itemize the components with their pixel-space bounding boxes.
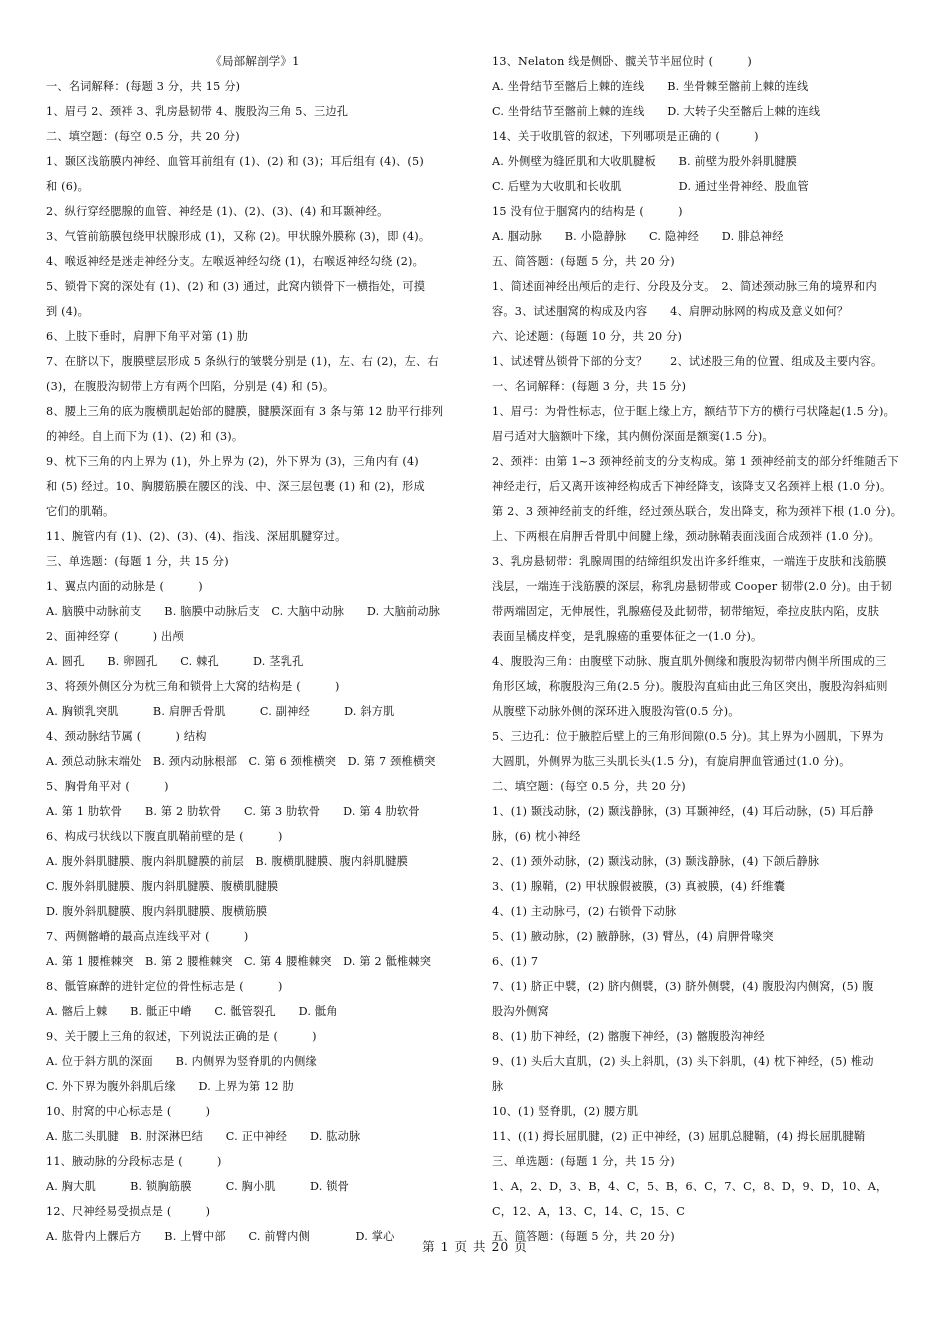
left-column-line: A. 髂后上棘 B. 骶正中嵴 C. 骶管裂孔 D. 骶角 [46,1005,338,1018]
page-footer: 第 1 页 共 20 页 [422,1239,528,1254]
left-column-line: 11、腋动脉的分段标志是 ( ) [46,1155,222,1168]
right-column-line: C. 后壁为大收肌和长收肌 D. 通过坐骨神经、股血管 [492,180,809,193]
right-column-line: 带两端固定，无伸展性，乳腺癌侵及此韧带，韧带缩短，牵拉皮肤内陷，皮肤 [492,605,880,618]
right-column-line: 2、颈袢：由第 1~3 颈神经前支的分支构成。第 1 颈神经前支的部分纤维随舌下 [492,455,899,468]
right-column-line: 第 2、3 颈神经前支的纤维，经过颈丛联合，发出降支，称为颈袢下根 (1.0 分)。 [492,505,903,518]
right-column-line: A. 坐骨结节至髂后上棘的连线 B. 坐骨棘至髂前上棘的连线 [492,80,809,93]
left-column-line: 二、填空题：(每空 0.5 分，共 20 分) [46,130,240,143]
left-column-line: 和 (5) 经过。10、胸腰筋膜在腰区的浅、中、深三层包裹 (1) 和 (2)，形成 [46,480,425,493]
right-column-line: 三、单选题：(每题 1 分，共 15 分) [492,1155,675,1168]
right-column-line: 8、(1) 肋下神经，(2) 髂腹下神经，(3) 髂腹股沟神经 [492,1030,765,1043]
left-column-line: A. 脑膜中动脉前支 B. 脑膜中动脉后支 C. 大脑中动脉 D. 大脑前动脉 [46,605,441,618]
right-column-line: 1、眉弓：为骨性标志，位于眶上缘上方，额结节下方的横行弓状隆起(1.5 分)。 [492,405,895,418]
left-column-line: 2、面神经穿 ( ) 出颅 [46,630,184,643]
right-column-line: 六、论述题：(每题 10 分，共 20 分) [492,330,683,343]
left-column-line: 1、颞区浅筋膜内神经、血管耳前组有 (1)、(2) 和 (3)；耳后组有 (4)、(5) [46,155,424,168]
right-column-line: 从腹壁下动脉外侧的深环进入腹股沟管(0.5 分)。 [492,705,740,718]
left-column-line: A. 颈总动脉末端处 B. 颈内动脉根部 C. 第 6 颈椎横突 D. 第 7 颈椎横突 [46,755,436,768]
right-column-line: 容。3、试述腘窝的构成及内容 4、肩胛动脉网的构成及意义如何？ [492,305,849,318]
left-column-line: A. 胸大肌 B. 锁胸筋膜 C. 胸小肌 D. 锁骨 [46,1180,350,1193]
left-column-line: 11、腕管内有 (1)、(2)、(3)、(4)、指浅、深屈肌腱穿过。 [46,530,347,543]
left-column-line: D. 腹外斜肌腱膜、腹内斜肌腱膜、腹横筋膜 [46,905,268,918]
left-column-line: A. 胸锁乳突肌 B. 肩胛舌骨肌 C. 副神经 D. 斜方肌 [46,705,395,718]
left-column-line: 三、单选题：(每题 1 分，共 15 分) [46,555,229,568]
left-column-line: A. 肱二头肌腱 B. 肘深淋巴结 C. 正中神经 D. 肱动脉 [46,1130,361,1143]
right-column-line: 6、(1) 7 [492,955,539,968]
left-column-line: A. 肱骨内上髁后方 B. 上臂中部 C. 前臂内侧 D. 掌心 [46,1230,395,1243]
right-column-line: 2、(1) 颈外动脉，(2) 颞浅动脉，(3) 颞浅静脉，(4) 下颌后静脉 [492,855,820,868]
right-column-line: 眉弓适对大脑额叶下缘，其内侧份深面是额窦(1.5 分)。 [492,430,774,443]
left-column-line: C. 腹外斜肌腱膜、腹内斜肌腱膜、腹横肌腱膜 [46,880,279,893]
right-column [492,49,910,1249]
right-column-line: 13、Nelaton 线是侧卧、髋关节半屈位时 ( ) [492,55,752,68]
right-column-line: 上、下两根在肩胛舌骨肌中间腱上缘，颈动脉鞘表面浅面合成颈袢 (1.0 分)。 [492,530,881,543]
left-column-line: 4、喉返神经是迷走神经分支。左喉返神经勾绕 (1)，右喉返神经勾绕 (2)。 [46,255,424,268]
right-column-line: 11、((1) 拇长屈肌腱，(2) 正中神经，(3) 屈肌总腱鞘，(4) 拇长屈肌腱鞘 [492,1130,866,1143]
left-column-line: 1、眉弓 2、颈袢 3、乳房悬韧带 4、腹股沟三角 5、三边孔 [46,105,349,118]
right-column-line: 14、关于收肌管的叙述，下列哪项是正确的 ( ) [492,130,759,143]
left-column-line: A. 位于斜方肌的深面 B. 内侧界为竖脊肌的内侧缘 [46,1055,317,1068]
left-column-line: 8、骶管麻醉的进针定位的骨性标志是 ( ) [46,980,283,993]
right-column-line: 角形区域，称腹股沟三角(2.5 分)。腹股沟直疝由此三角区突出，腹股沟斜疝则 [492,680,888,693]
right-column-line: 5、(1) 腋动脉，(2) 腋静脉，(3) 臂丛，(4) 肩胛骨喙突 [492,930,774,943]
right-column-line: 1、简述面神经出颅后的走行、分段及分支。 2、简述颈动脉三角的境界和内 [492,280,877,293]
right-column-line: 1、(1) 颞浅动脉，(2) 颞浅静脉，(3) 耳颞神经，(4) 耳后动脉，(5) 耳后静 [492,805,874,818]
right-column-line: 五、简答题：(每题 5 分，共 20 分) [492,255,675,268]
right-column-line: 15 没有位于腘窝内的结构是 ( ) [492,205,683,218]
left-column-line: C. 外下界为腹外斜肌后缘 D. 上界为第 12 肋 [46,1080,294,1093]
right-column-line: 脉 [492,1080,504,1093]
right-column-line: 一、名词解释：(每题 3 分，共 15 分) [492,380,687,393]
left-column-line: 3、将颈外侧区分为枕三角和锁骨上大窝的结构是 ( ) [46,680,340,693]
left-column-line: 它们的肌鞘。 [46,505,115,518]
left-column-line: A. 第 1 腰椎棘突 B. 第 2 腰椎棘突 C. 第 4 腰椎棘突 D. 第 2 骶椎棘突 [46,955,432,968]
right-column-line: 二、填空题：(每空 0.5 分，共 20 分) [492,780,686,793]
right-column-line: 9、(1) 头后大直肌，(2) 头上斜肌，(3) 头下斜肌，(4) 枕下神经，(5) 椎动 [492,1055,874,1068]
left-column-line: 和 (6)。 [46,180,89,193]
left-column-line: 到 (4)。 [46,305,89,318]
left-column-line: 一、名词解释：(每题 3 分，共 15 分) [46,80,241,93]
right-column-line: 7、(1) 脐正中襞，(2) 脐内侧襞，(3) 脐外侧襞，(4) 腹股沟内侧窝，(5) 腹 [492,980,874,993]
left-column-line: 5、锁骨下窝的深处有 (1)、(2) 和 (3) 通过，此窝内锁骨下一横指处，可摸 [46,280,426,293]
right-column-line: 股沟外侧窝 [492,1005,549,1018]
left-column [46,49,464,1249]
right-column-line: A. 外侧壁为缝匠肌和大收肌腱板 B. 前壁为股外斜肌腱膜 [492,155,798,168]
right-column-line: 表面呈橘皮样变，是乳腺癌的重要体征之一(1.0 分)。 [492,630,763,643]
left-column-line: 1、翼点内面的动脉是 ( ) [46,580,203,593]
right-column-line: 4、(1) 主动脉弓，(2) 右锁骨下动脉 [492,905,677,918]
left-column-line: A. 圆孔 B. 卵圆孔 C. 棘孔 D. 茎乳孔 [46,655,304,668]
left-column-line: 10、肘窝的中心标志是 ( ) [46,1105,211,1118]
right-column-line: 五、简答题：(每题 5 分，共 20 分) [492,1230,675,1243]
left-column-line: 7、两侧髂嵴的最高点连线平对 ( ) [46,930,249,943]
right-column-line: 1、A，2、D，3、B，4、C，5、B，6、C，7、C，8、D，9、D，10、A， [492,1180,888,1193]
left-column-line: 12、尺神经易受损点是 ( ) [46,1205,211,1218]
left-column-line: 9、关于腰上三角的叙述，下列说法正确的是 ( ) [46,1030,317,1043]
right-column-line: 10、(1) 竖脊肌，(2) 腰方肌 [492,1105,639,1118]
right-column-line: 4、腹股沟三角：由腹壁下动脉、腹直肌外侧缘和腹股沟韧带内侧半所围成的三 [492,655,887,668]
left-column-line: (3)，在腹股沟韧带上方有两个凹陷，分别是 (4) 和 (5)。 [46,380,335,393]
right-column-line: 1、试述臂丛锁骨下部的分支？ 2、试述股三角的位置、组成及主要内容。 [492,355,883,368]
left-column-line: 8、腰上三角的底为腹横肌起始部的腱膜，腱膜深面有 3 条与第 12 肋平行排列 [46,405,444,418]
left-column-line: A. 第 1 肋软骨 B. 第 2 肋软骨 C. 第 3 肋软骨 D. 第 4 肋软骨 [46,805,420,818]
right-column-line: 3、乳房悬韧带：乳腺周围的结缔组织发出许多纤维束，一端连于皮肤和浅筋膜 [492,555,887,568]
left-column-line: 2、纵行穿经腮腺的血管、神经是 (1)、(2)、(3)、(4) 和耳颞神经。 [46,205,389,218]
right-column-line: 脉，(6) 枕小神经 [492,830,581,843]
right-column-line: 浅层，一端连于浅筋膜的深层，称乳房悬韧带或 Cooper 韧带(2.0 分)。由于韧 [492,580,893,593]
left-column-line: 5、胸骨角平对 ( ) [46,780,169,793]
right-column-line: A. 腘动脉 B. 小隐静脉 C. 隐神经 D. 腓总神经 [492,230,784,243]
left-column-line: 6、构成弓状线以下腹直肌鞘前壁的是 ( ) [46,830,283,843]
left-column-line: A. 腹外斜肌腱膜、腹内斜肌腱膜的前层 B. 腹横肌腱膜、腹内斜肌腱膜 [46,855,408,868]
right-column-line: 3、(1) 腺鞘，(2) 甲状腺假被膜，(3) 真被膜，(4) 纤维囊 [492,880,786,893]
right-column-line: C，12、A，13、C，14、C，15、C [492,1205,685,1218]
right-column-line: 5、三边孔：位于腋腔后壁上的三角形间隙(0.5 分)。其上界为小圆肌，下界为 [492,730,884,743]
left-column-line: 7、在脐以下，腹膜壁层形成 5 条纵行的皱襞分别是 (1)，左、右 (2)，左、右 [46,355,439,368]
right-column-line: 大圆肌，外侧界为肱三头肌长头(1.5 分)，有旋肩胛血管通过(1.0 分)。 [492,755,851,768]
right-column-line: 神经走行，后又离开该神经构成舌下神经降支，该降支又名颈袢上根 (1.0 分)。 [492,480,892,493]
document-title: 《局部解剖学》1 [210,54,300,68]
left-column-line: 的神经。自上而下为 (1)、(2) 和 (3)。 [46,430,244,443]
left-column-line: 9、枕下三角的内上界为 (1)，外上界为 (2)，外下界为 (3)，三角内有 (4) [46,455,419,468]
right-column-line: C. 坐骨结节至髂前上棘的连线 D. 大转子尖至髂后上棘的连线 [492,105,821,118]
left-column-line: 3、气管前筋膜包绕甲状腺形成 (1)，又称 (2)。甲状腺外膜称 (3)，即 (4)。 [46,230,431,243]
left-column-line: 4、颈动脉结节属 ( ) 结构 [46,730,207,743]
left-column-line: 6、上肢下垂时，肩胛下角平对第 (1) 肋 [46,330,249,343]
